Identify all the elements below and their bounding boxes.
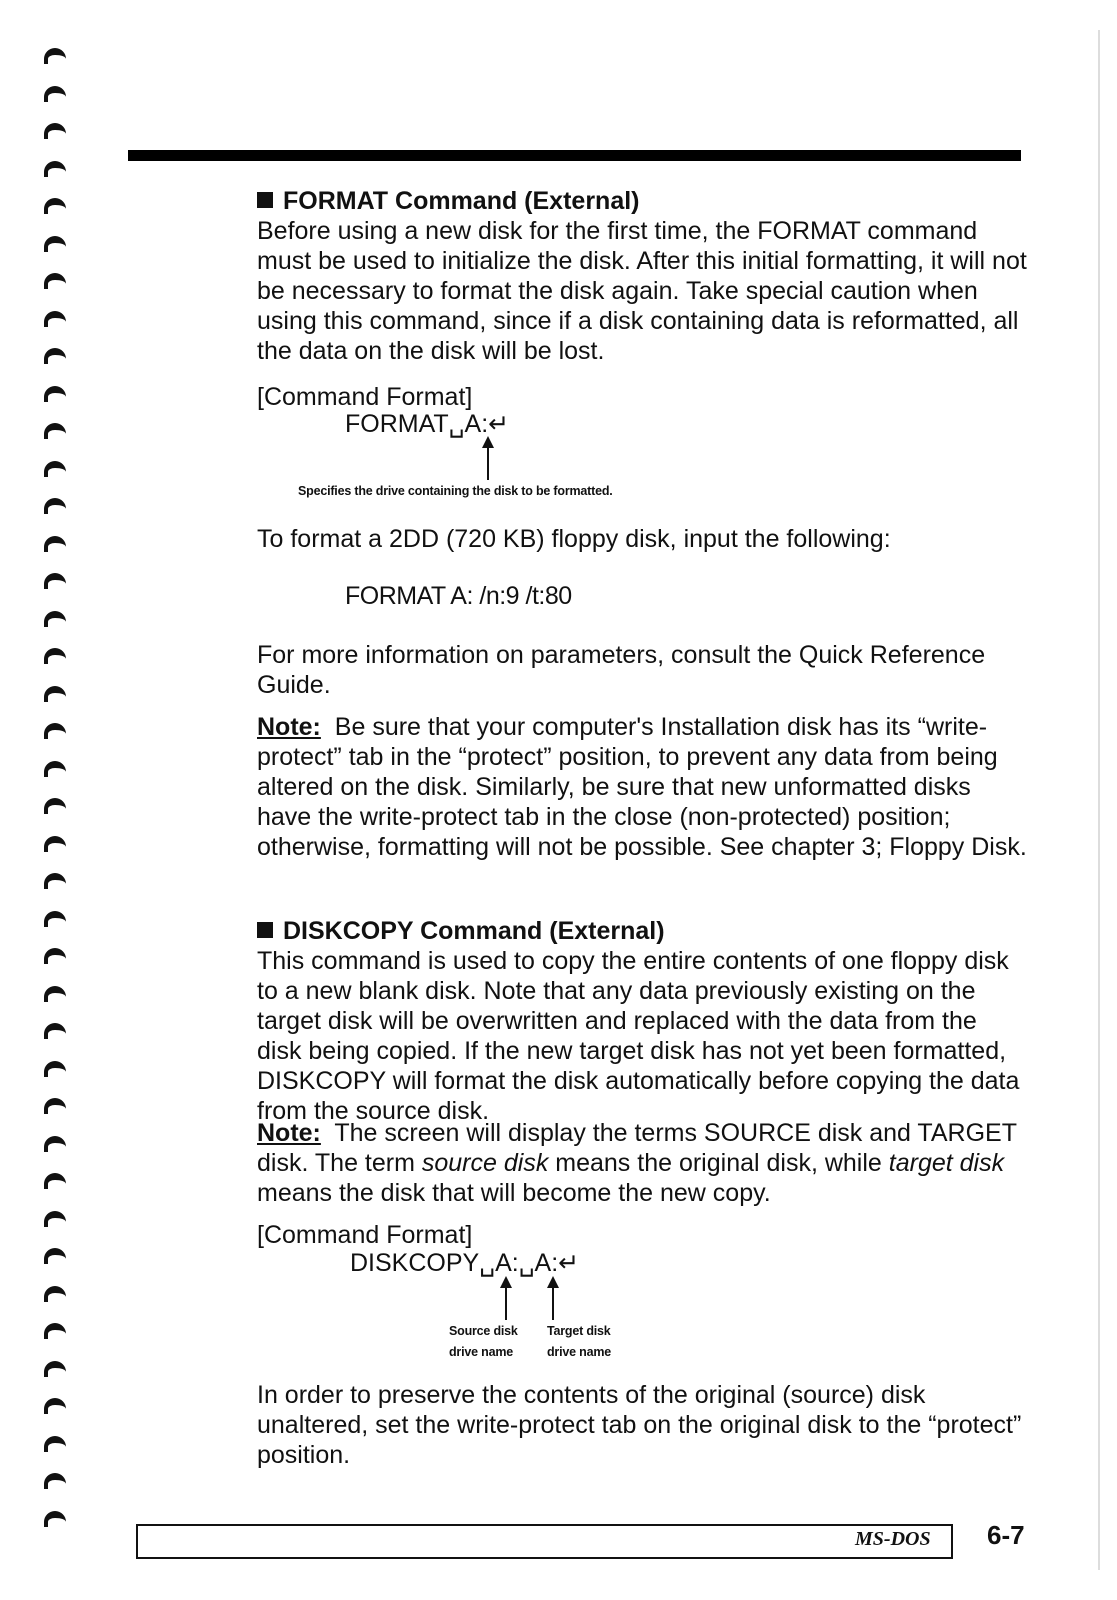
page-edge <box>1098 30 1100 1570</box>
format-command: FORMAT␣A:↵ <box>345 410 510 438</box>
header-rule <box>128 150 1021 161</box>
target-caption-line-2: drive name <box>547 1345 612 1359</box>
format-caption: Specifies the drive containing the disk to be formatted. <box>298 484 613 498</box>
page-number: 6-7 <box>987 1520 1025 1550</box>
target-caption-line-1: Target disk <box>547 1324 611 1338</box>
binding-ring <box>44 48 66 64</box>
binding-ring <box>44 311 66 327</box>
note-text-3: means the disk that will become the new copy. <box>257 1179 771 1207</box>
format-paragraph: Before using a new disk for the first time, the FORMAT command must be used to initialize the disk. After this initial formatting, it will not be necessary to format the disk again. Take special caution when using this command, since if a disk containing data is reformatted, all the data on the disk will be lost. <box>257 217 1027 365</box>
binding-ring <box>44 1511 66 1527</box>
drive-arrow-icon <box>487 446 489 480</box>
bullet-icon <box>257 192 273 208</box>
note-em-target: target disk <box>888 1149 1005 1177</box>
diskcopy-command-format-label: [Command Format] <box>257 1221 473 1249</box>
binding-ring <box>44 1211 66 1227</box>
note-text: Be sure that your computer's Installation disk has its “write-protect” tab in the “protect” position, to prevent any data from being altered on the disk. Similarly, be sure that new unformatted disks have the write-protect tab in the close (non-protected) position; otherwise, formatting will not be possible. See chapter 3; Floppy Disk. <box>257 713 1027 861</box>
binding-ring <box>44 423 66 439</box>
format-note <box>257 712 1027 862</box>
note-em-source: source disk <box>421 1149 549 1177</box>
binding-ring <box>44 1061 66 1077</box>
source-caption-line-1: Source disk <box>449 1324 518 1338</box>
binding-ring <box>44 536 66 552</box>
source-caption-line-2: drive name <box>449 1345 514 1359</box>
footer-label: MS-DOS <box>855 1528 931 1550</box>
format-heading <box>257 186 1027 216</box>
binding-ring <box>44 1173 66 1189</box>
binding-ring <box>44 1323 66 1339</box>
format-heading-text: FORMAT Command (External) <box>283 187 640 215</box>
binding-ring <box>44 1136 66 1152</box>
binding-ring <box>44 1248 66 1264</box>
binding-ring <box>44 911 66 927</box>
binding-ring <box>44 686 66 702</box>
source-caption <box>449 1321 518 1363</box>
binding-ring <box>44 873 66 889</box>
spiral-binding <box>38 48 78 1600</box>
source-arrow-icon <box>505 1286 507 1320</box>
binding-ring <box>44 461 66 477</box>
format-example-command: FORMAT A: /n:9 /t:80 <box>345 582 572 610</box>
target-arrow-icon <box>552 1286 554 1320</box>
diskcopy-note <box>257 1118 1027 1208</box>
format-more-info: For more information on parameters, consult the Quick Reference Guide. <box>257 641 986 699</box>
diskcopy-command: DISKCOPY␣A:␣A:↵ <box>350 1249 580 1277</box>
binding-ring <box>44 1398 66 1414</box>
note-label: Note: <box>257 1119 321 1147</box>
binding-ring <box>44 1023 66 1039</box>
binding-ring <box>44 386 66 402</box>
binding-ring <box>44 948 66 964</box>
binding-ring <box>44 1286 66 1302</box>
format-command-format-label: [Command Format] <box>257 383 473 411</box>
binding-ring <box>44 161 66 177</box>
binding-ring <box>44 273 66 289</box>
target-caption <box>547 1321 611 1363</box>
binding-ring <box>44 348 66 364</box>
format-example-intro: To format a 2DD (720 KB) floppy disk, input the following: <box>257 525 891 553</box>
binding-ring <box>44 198 66 214</box>
binding-ring <box>44 498 66 514</box>
binding-ring <box>44 761 66 777</box>
binding-ring <box>44 798 66 814</box>
note-label: Note: <box>257 713 321 741</box>
binding-ring <box>44 1436 66 1452</box>
bullet-icon <box>257 922 273 938</box>
binding-ring <box>44 1473 66 1489</box>
binding-ring <box>44 573 66 589</box>
binding-ring <box>44 1098 66 1114</box>
binding-ring <box>44 236 66 252</box>
diskcopy-paragraph: This command is used to copy the entire contents of one floppy disk to a new blank disk. Note that any data previously existing on the target disk will be overwritten and replaced with the data from the disk being copied. If the new target disk has not yet been formatted, DISKCOPY will format the disk automatically before copying the data from the source disk. <box>257 947 1020 1125</box>
diskcopy-heading <box>257 916 1027 946</box>
diskcopy-heading-text: DISKCOPY Command (External) <box>283 917 665 945</box>
diskcopy-closing: In order to preserve the contents of the original (source) disk unaltered, set the write-protect tab on the original disk to the “protect” position. <box>257 1381 1022 1469</box>
note-text-1: The screen will display the terms SOURCE disk and TARGET disk. The term <box>257 1119 1017 1177</box>
binding-ring <box>44 723 66 739</box>
footer-box <box>136 1525 953 1559</box>
binding-ring <box>44 86 66 102</box>
binding-ring <box>44 123 66 139</box>
binding-ring <box>44 986 66 1002</box>
binding-ring <box>44 648 66 664</box>
binding-ring <box>44 611 66 627</box>
note-text-2: means the original disk, while <box>548 1149 889 1177</box>
binding-ring <box>44 836 66 852</box>
binding-ring <box>44 1361 66 1377</box>
